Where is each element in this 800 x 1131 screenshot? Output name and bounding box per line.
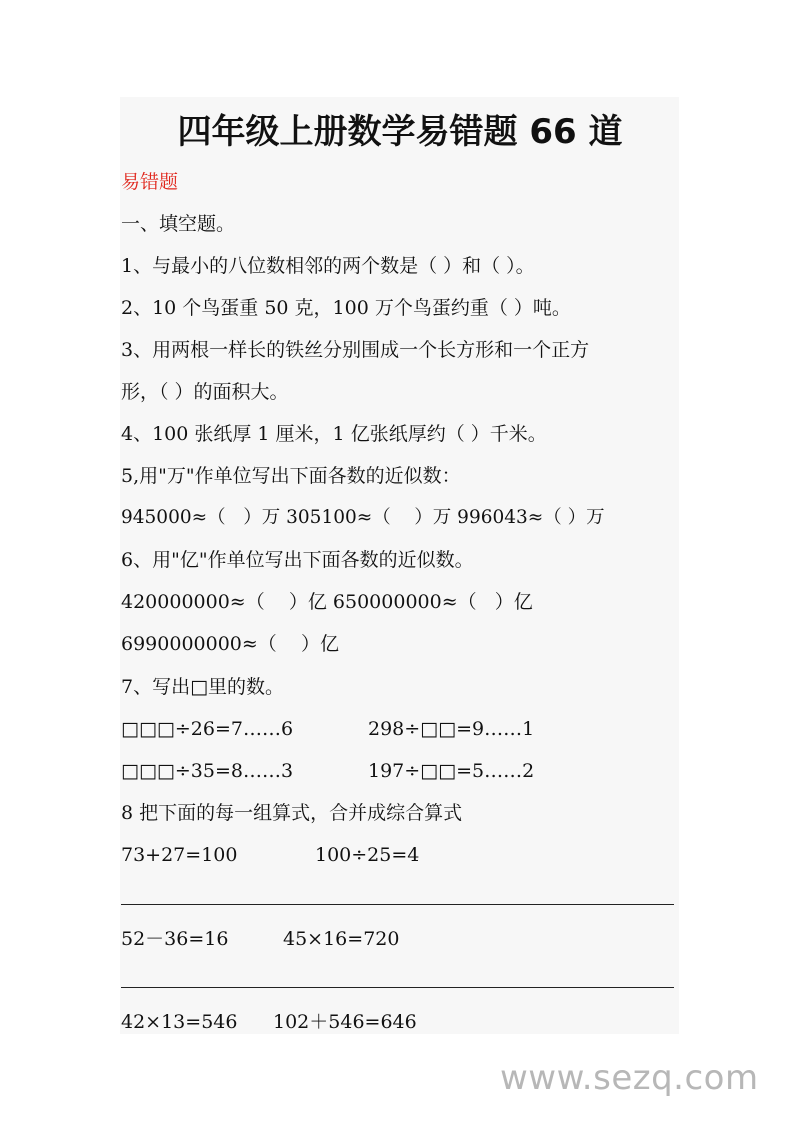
question-6: 6、用"亿"作单位写出下面各数的近似数。: [121, 549, 474, 571]
answer-line-1: [121, 904, 674, 905]
q8-row3-right: 102＋546=646: [273, 1011, 417, 1033]
question-7: 7、写出□里的数。: [121, 676, 285, 698]
q8-row2-left: 52－36=16: [121, 928, 229, 950]
question-3-line-2: 形，（ ）的面积大。: [121, 381, 289, 403]
answer-line-2: [121, 987, 674, 988]
q8-row2-right: 45×16=720: [283, 928, 400, 950]
section-heading: 一、填空题。: [121, 213, 236, 235]
question-5: 5,用"万"作单位写出下面各数的近似数：: [121, 465, 461, 487]
question-5-values: 945000≈（ ）万 305100≈（ ）万 996043≈（ ）万: [121, 507, 605, 528]
question-2: 2、10 个鸟蛋重 50 克，100 万个鸟蛋约重（ ）吨。: [121, 297, 571, 319]
q7-row2-right: 197÷□□=5……2: [368, 760, 535, 782]
question-4: 4、100 张纸厚 1 厘米，1 亿张纸厚约（ ）千米。: [121, 423, 547, 445]
question-6-values-line-1: 420000000≈（ ）亿 650000000≈（ ）亿: [121, 591, 533, 613]
page-title: 四年级上册数学易错题 66 道: [177, 112, 623, 152]
site-watermark: www.sezq.com: [500, 1058, 759, 1098]
q8-row1-left: 73+27=100: [121, 844, 238, 866]
q8-row3-left: 42×13=546: [121, 1011, 238, 1033]
q7-row1-left: □□□÷26=7……6: [121, 718, 294, 740]
question-8: 8 把下面的每一组算式，合并成综合算式: [121, 802, 463, 824]
q8-row1-right: 100÷25=4: [315, 844, 420, 866]
q7-row2-left: □□□÷35=8……3: [121, 760, 294, 782]
question-1: 1、与最小的八位数相邻的两个数是（ ）和（ ）。: [121, 255, 535, 277]
question-6-values-line-2: 6990000000≈（ ）亿: [121, 633, 339, 655]
question-3-line-1: 3、用两根一样长的铁丝分别围成一个长方形和一个正方: [121, 339, 590, 361]
q7-row1-right: 298÷□□=9……1: [368, 718, 535, 740]
section-subtitle: 易错题: [121, 171, 179, 193]
